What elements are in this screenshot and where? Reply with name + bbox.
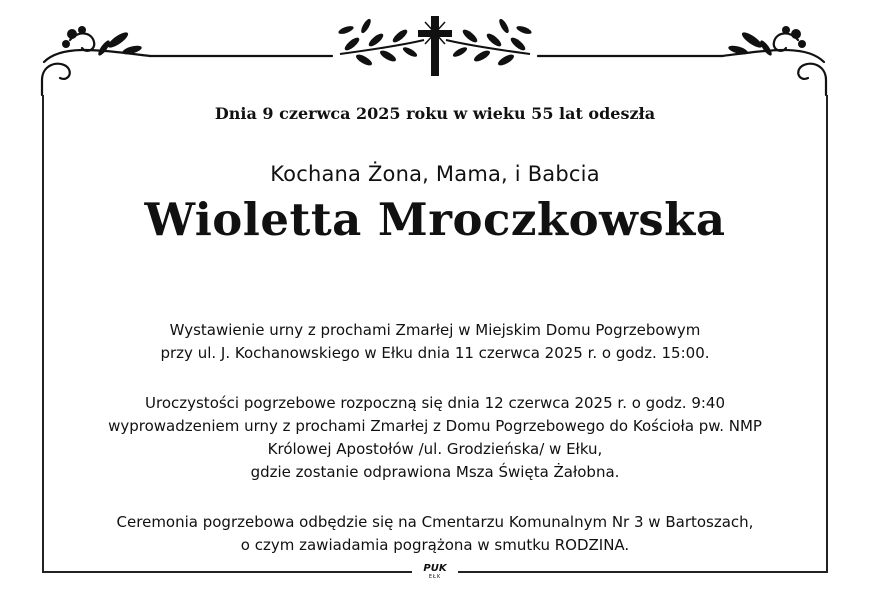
burial-paragraph <box>30 511 840 557</box>
logo-line1: PUK <box>423 563 447 574</box>
text-line: Uroczystości pogrzebowe rozpoczną się dnia 12 czerwca 2025 r. o godz. 9:40 <box>145 394 725 412</box>
frame-bottom-border-right <box>458 571 828 573</box>
death-date-line: Dnia 9 czerwca 2025 roku w wieku 55 lat odeszła <box>214 104 656 123</box>
urn-viewing-paragraph <box>30 319 840 365</box>
laurel-branch-icon <box>446 18 533 68</box>
logo-line2: EŁK <box>428 574 442 580</box>
deceased-name: Wioletta Mroczkowska <box>144 193 726 246</box>
text-line: przy ul. J. Kochanowskiego w Ełku dnia 11 czerwca 2025 r. o godz. 15:00. <box>160 344 710 362</box>
text-line: Ceremonia pogrzebowa odbędzie się na Cmentarzu Komunalnym Nr 3 w Bartoszach, <box>116 513 754 531</box>
text-line: gdzie zostanie odprawiona Msza Święta Żałobna. <box>250 463 620 481</box>
text-line: Królowej Apostołów /ul. Grodzieńska/ w Ełku, <box>267 440 603 458</box>
funeral-ceremony-paragraph <box>30 392 840 484</box>
corner-flourish-icon <box>42 33 150 95</box>
frame-bottom-border-left <box>42 571 412 573</box>
cross-icon <box>418 16 452 76</box>
laurel-branch-icon <box>337 18 424 68</box>
text-line: wyprowadzeniem urny z prochami Zmarłej z Domu Pogrzebowego do Kościoła pw. NMP <box>108 417 762 435</box>
family-title-line: Kochana Żona, Mama, i Babcia <box>270 162 600 186</box>
corner-flourish-icon <box>722 33 826 95</box>
text-line: o czym zawiadamia pogrążona w smutku RODZINA. <box>240 536 630 554</box>
top-ornament <box>0 0 870 100</box>
puk-logo <box>414 563 456 583</box>
text-line: Wystawienie urny z prochami Zmarłej w Miejskim Domu Pogrzebowym <box>169 321 701 339</box>
